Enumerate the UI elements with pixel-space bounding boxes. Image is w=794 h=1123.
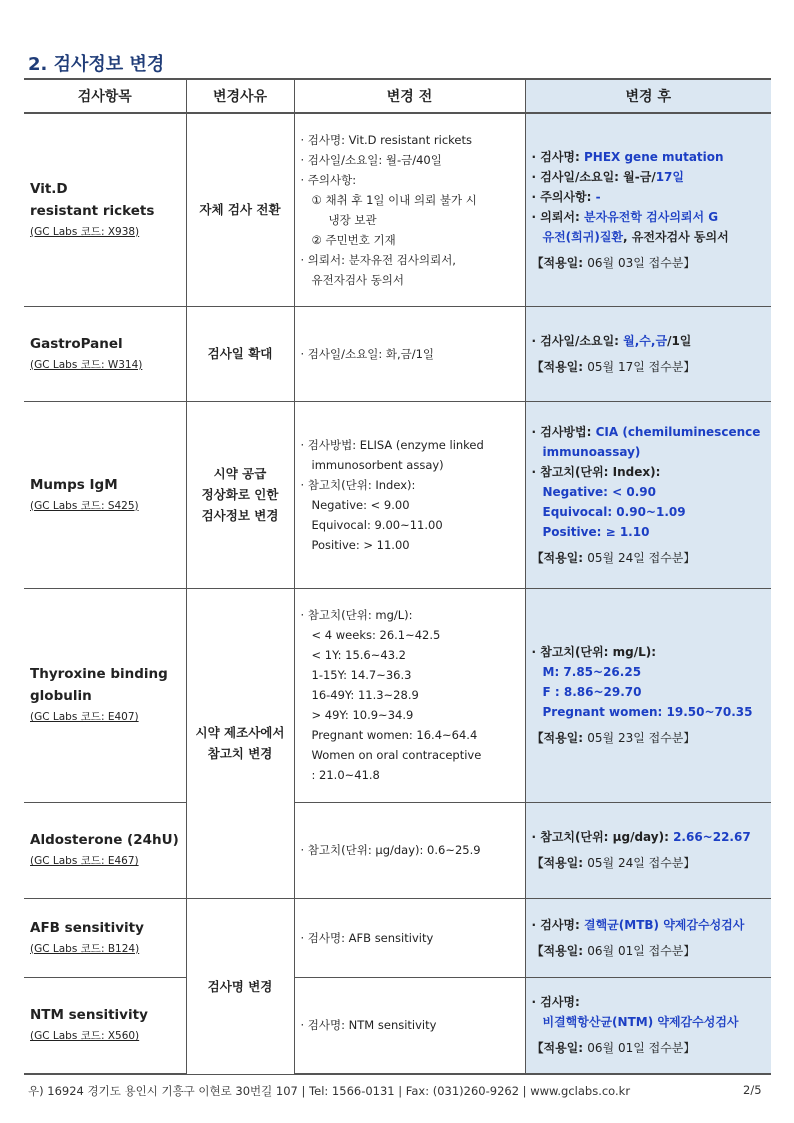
table-row: [24, 802, 771, 898]
before-cell: · 참고치(단위: μg/day): 0.6~25.9: [294, 802, 525, 898]
footer-divider: [24, 1074, 771, 1075]
before-cell: · 검사명: NTM sensitivity: [294, 977, 525, 1074]
test-code: (GC Labs 코드: E467): [30, 855, 139, 867]
reason-cell: 시약 제조사에서 참고치 변경: [186, 588, 294, 898]
footer-address: 우) 16924 경기도 용인시 기흥구 이현로 30번길 107 | Tel: 1566-0131 | Fax: (031)260-9262 | www.gclabs.co.kr: [28, 1084, 631, 1098]
after-cell: · 검사방법: CIA (chemiluminescence immunoassay) · 참고치(단위: Index): Negative: < 0.90 Equivocal: 0.90~1.09 Positive: ≥ 1.10 【적용일: 05월 24일 접수분】: [525, 401, 771, 588]
table-row: [24, 977, 771, 1074]
table-row: [24, 306, 771, 401]
test-name: Mumps IgM: [30, 476, 118, 493]
test-name: GastroPanel: [30, 335, 123, 352]
header-reason: 변경사유: [186, 79, 294, 113]
test-code: (GC Labs 코드: W314): [30, 358, 143, 371]
apply-date: 【적용일: 06월 01일 접수분】: [531, 1041, 696, 1056]
test-name: Aldosterone (24hU): [30, 832, 179, 848]
apply-date: 【적용일: 05월 24일 접수분】: [531, 856, 696, 870]
after-cell: · 검사명: 비결핵항산균(NTM) 약제감수성검사 【적용일: 06월 01일 접수분】: [525, 977, 771, 1074]
test-name: NTM sensitivity: [30, 1007, 148, 1024]
table-row: [24, 588, 771, 802]
test-name-cell: [24, 977, 186, 1074]
before-cell: · 검사일/소요일: 화,금/1일: [294, 306, 525, 401]
table-row: [24, 401, 771, 588]
test-change-table: [24, 78, 771, 1075]
reason-cell: 검사일 확대: [186, 306, 294, 401]
test-name-cell: [24, 306, 186, 401]
test-name: Vit.D: [30, 180, 68, 197]
test-name: resistant rickets: [30, 202, 155, 219]
before-cell: · 검사명: AFB sensitivity: [294, 898, 525, 977]
table-row: [24, 898, 771, 977]
test-name: Thyroxine binding: [30, 666, 168, 682]
test-name: AFB sensitivity: [30, 919, 144, 936]
table-row: [24, 113, 771, 306]
after-cell: · 참고치(단위: μg/day): 2.66~22.67 【적용일: 05월 24일 접수분】: [525, 802, 771, 898]
apply-date: 【적용일: 05월 17일 접수분】: [531, 359, 696, 374]
test-name-cell: [24, 113, 186, 306]
page-number: 2/5: [743, 1083, 762, 1097]
test-name-cell: [24, 588, 186, 802]
reason-cell: 시약 공급 정상화로 인한 검사정보 변경: [186, 401, 294, 588]
before-cell: · 검사명: Vit.D resistant rickets · 검사일/소요일: 월-금/40일 · 주의사항: ① 채취 후 1일 이내 의뢰 불가 시 냉장 보관 ② 주민번호 기재 · 의뢰서: 분자유전 검사의뢰서, 유전자검사 동의서: [294, 113, 525, 306]
apply-date: 【적용일: 05월 24일 접수분】: [531, 550, 696, 565]
test-name-cell: [24, 802, 186, 898]
test-code: (GC Labs 코드: E407): [30, 711, 139, 723]
section-title: 2. 검사정보 변경: [28, 54, 165, 75]
test-name-cell: [24, 898, 186, 977]
test-code: (GC Labs 코드: X938): [30, 225, 140, 238]
after-cell: · 검사일/소요일: 월,수,금/1일 【적용일: 05월 17일 접수분】: [525, 306, 771, 401]
test-code: (GC Labs 코드: S425): [30, 499, 139, 512]
test-code: (GC Labs 코드: B124): [30, 942, 140, 955]
test-code: (GC Labs 코드: X560): [30, 1030, 140, 1043]
after-cell: · 검사명: 결핵균(MTB) 약제감수성검사 【적용일: 06월 01일 접수분】: [525, 898, 771, 977]
before-cell: · 참고치(단위: mg/L): < 4 weeks: 26.1~42.5 < 1Y: 15.6~43.2 1-15Y: 14.7~36.3 16-49Y: 11.3~28.9 > 49Y: 10.9~34.9 Pregnant women: 16.4~64.4 Women on oral contraceptive : 21.0~41.8: [294, 588, 525, 802]
test-name: globulin: [30, 688, 92, 704]
header-test-item: 검사항목: [24, 79, 186, 113]
table-header-row: [24, 79, 771, 113]
reason-cell: 자체 검사 전환: [186, 113, 294, 306]
apply-date: 【적용일: 06월 01일 접수분】: [531, 943, 696, 958]
apply-date: 【적용일: 05월 23일 접수분】: [531, 731, 696, 745]
after-cell: · 검사명: PHEX gene mutation · 검사일/소요일: 월-금/17일 · 주의사항: - · 의뢰서: 분자유전학 검사의뢰서 G 유전(희귀)질환, 유전자검사 동의서 【적용일: 06월 03일 접수분】: [525, 113, 771, 306]
header-before: 변경 전: [294, 79, 525, 113]
apply-date: 【적용일: 06월 03일 접수분】: [531, 255, 696, 270]
before-cell: · 검사방법: ELISA (enzyme linked immunosorbent assay) · 참고치(단위: Index): Negative: < 9.00 Equivocal: 9.00~11.00 Positive: > 11.00: [294, 401, 525, 588]
test-name-cell: [24, 401, 186, 588]
header-after: 변경 후: [525, 79, 771, 113]
after-cell: · 참고치(단위: mg/L): M: 7.85~26.25 F : 8.86~29.70 Pregnant women: 19.50~70.35 【적용일: 05월 23일 접수분】: [525, 588, 771, 802]
reason-cell: 검사명 변경: [186, 898, 294, 1074]
